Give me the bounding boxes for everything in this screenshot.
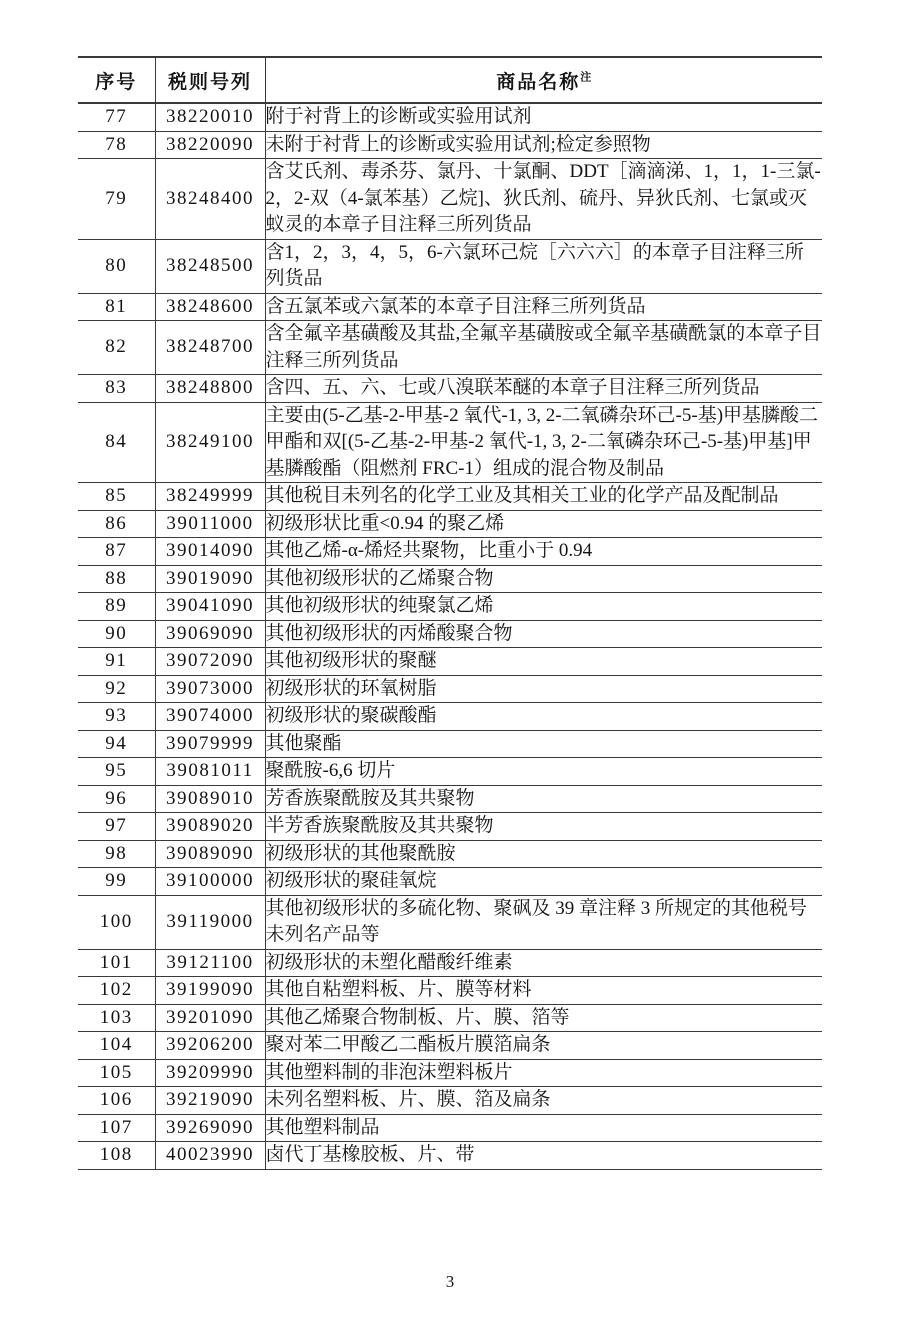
tariff-code-cell: 39201090 xyxy=(155,1004,265,1032)
product-name-cell: 半芳香族聚酰胺及其共聚物 xyxy=(265,813,822,841)
serial-cell: 90 xyxy=(78,620,155,648)
product-name-cell: 主要由(5-乙基-2-甲基-2 氧代-1, 3, 2-二氧磷杂环己-5-基)甲基膦酸二甲酯和双[(5-乙基-2-甲基-2 氧代-1, 3, 2-二氧磷杂环己-5-基)甲基]甲基膦酸酯（阻燃剂 FRC-1）组成的混合物及制品 xyxy=(265,402,822,483)
tariff-code-cell: 39069090 xyxy=(155,620,265,648)
tariff-code-cell: 39079999 xyxy=(155,730,265,758)
tariff-code-cell: 39089090 xyxy=(155,840,265,868)
table-row xyxy=(78,1142,822,1170)
product-name-cell: 其他初级形状的多硫化物、聚砜及 39 章注释 3 所规定的其他税号未列名产品等 xyxy=(265,895,822,949)
product-name-cell: 其他税目未列名的化学工业及其相关工业的化学产品及配制品 xyxy=(265,483,822,511)
table-row xyxy=(78,868,822,896)
serial-cell: 89 xyxy=(78,593,155,621)
serial-cell: 95 xyxy=(78,758,155,786)
serial-cell: 79 xyxy=(78,159,155,240)
table-row xyxy=(78,402,822,483)
product-name-cell: 初级形状的聚碳酸酯 xyxy=(265,703,822,731)
table-row xyxy=(78,840,822,868)
product-name-cell: 含艾氏剂、毒杀芬、氯丹、十氯酮、DDT［滴滴涕、1，1，1-三氯-2，2-双（4-氯苯基）乙烷]、狄氏剂、硫丹、异狄氏剂、七氯或灭蚁灵的本章子目注释三所列货品 xyxy=(265,159,822,240)
tariff-code-cell: 39089010 xyxy=(155,785,265,813)
serial-cell: 101 xyxy=(78,949,155,977)
product-name-cell: 芳香族聚酰胺及其共聚物 xyxy=(265,785,822,813)
product-name-cell: 其他乙烯-α-烯烃共聚物，比重小于 0.94 xyxy=(265,538,822,566)
product-name-cell: 初级形状的聚硅氧烷 xyxy=(265,868,822,896)
table-row xyxy=(78,1004,822,1032)
product-name-cell: 聚酰胺-6,6 切片 xyxy=(265,758,822,786)
product-name-cell: 其他自粘塑料板、片、膜等材料 xyxy=(265,977,822,1005)
product-name-cell: 其他塑料制品 xyxy=(265,1114,822,1142)
table-body xyxy=(78,103,822,1169)
table-row xyxy=(78,758,822,786)
product-name-cell: 其他初级形状的乙烯聚合物 xyxy=(265,565,822,593)
column-header-serial: 序号 xyxy=(78,57,155,103)
table-row xyxy=(78,593,822,621)
header-row xyxy=(78,57,822,103)
serial-cell: 92 xyxy=(78,675,155,703)
serial-cell: 91 xyxy=(78,648,155,676)
product-name-cell: 其他聚酯 xyxy=(265,730,822,758)
serial-cell: 80 xyxy=(78,239,155,293)
product-name-cell: 初级形状的环氧树脂 xyxy=(265,675,822,703)
product-name-cell: 初级形状的未塑化醋酸纤维素 xyxy=(265,949,822,977)
table-row xyxy=(78,538,822,566)
table-row xyxy=(78,977,822,1005)
product-name-cell: 其他初级形状的聚醚 xyxy=(265,648,822,676)
tariff-code-cell: 39014090 xyxy=(155,538,265,566)
product-name-cell: 含四、五、六、七或八溴联苯醚的本章子目注释三所列货品 xyxy=(265,375,822,403)
serial-cell: 102 xyxy=(78,977,155,1005)
product-name-cell: 含1，2，3，4，5，6-六氯环己烷［六六六］的本章子目注释三所列货品 xyxy=(265,239,822,293)
table-row xyxy=(78,483,822,511)
tariff-code-cell: 38248500 xyxy=(155,239,265,293)
table-row xyxy=(78,785,822,813)
table-header xyxy=(78,57,822,103)
product-name-cell: 其他乙烯聚合物制板、片、膜、箔等 xyxy=(265,1004,822,1032)
tariff-code-cell: 39081011 xyxy=(155,758,265,786)
table-row xyxy=(78,620,822,648)
tariff-code-cell: 39119000 xyxy=(155,895,265,949)
table-row xyxy=(78,321,822,375)
table-row xyxy=(78,375,822,403)
table-row xyxy=(78,1059,822,1087)
serial-cell: 88 xyxy=(78,565,155,593)
tariff-code-cell: 38248800 xyxy=(155,375,265,403)
serial-cell: 78 xyxy=(78,131,155,159)
tariff-code-cell: 38248600 xyxy=(155,293,265,321)
serial-cell: 103 xyxy=(78,1004,155,1032)
tariff-code-cell: 39041090 xyxy=(155,593,265,621)
table-row xyxy=(78,103,822,131)
tariff-code-cell: 38249999 xyxy=(155,483,265,511)
table-row xyxy=(78,949,822,977)
serial-cell: 100 xyxy=(78,895,155,949)
tariff-code-cell: 39074000 xyxy=(155,703,265,731)
tariff-code-cell: 39199090 xyxy=(155,977,265,1005)
serial-cell: 81 xyxy=(78,293,155,321)
serial-cell: 85 xyxy=(78,483,155,511)
column-header-tariff-code: 税则号列 xyxy=(155,57,265,103)
table-row xyxy=(78,565,822,593)
tariff-code-cell: 38249100 xyxy=(155,402,265,483)
product-name-cell: 聚对苯二甲酸乙二酯板片膜箔扁条 xyxy=(265,1032,822,1060)
tariff-code-cell: 40023990 xyxy=(155,1142,265,1170)
tariff-code-cell: 39100000 xyxy=(155,868,265,896)
serial-cell: 82 xyxy=(78,321,155,375)
document-page xyxy=(78,56,822,1170)
serial-cell: 97 xyxy=(78,813,155,841)
tariff-code-cell: 38220090 xyxy=(155,131,265,159)
page-number: 3 xyxy=(445,1272,455,1291)
table-row xyxy=(78,131,822,159)
serial-cell: 93 xyxy=(78,703,155,731)
product-name-cell: 其他塑料制的非泡沫塑料板片 xyxy=(265,1059,822,1087)
tariff-code-cell: 39269090 xyxy=(155,1114,265,1142)
serial-cell: 96 xyxy=(78,785,155,813)
serial-cell: 77 xyxy=(78,103,155,131)
product-name-cell: 未列名塑料板、片、膜、箔及扁条 xyxy=(265,1087,822,1115)
table-row xyxy=(78,293,822,321)
serial-cell: 107 xyxy=(78,1114,155,1142)
tariff-code-cell: 39019090 xyxy=(155,565,265,593)
tariff-code-cell: 38248400 xyxy=(155,159,265,240)
table-row xyxy=(78,730,822,758)
table-row xyxy=(78,648,822,676)
serial-cell: 86 xyxy=(78,510,155,538)
product-name-label: 商品名称 xyxy=(496,71,581,93)
tariff-code-cell: 39011000 xyxy=(155,510,265,538)
serial-cell: 105 xyxy=(78,1059,155,1087)
serial-cell: 83 xyxy=(78,375,155,403)
table-row xyxy=(78,703,822,731)
serial-cell: 99 xyxy=(78,868,155,896)
table-row xyxy=(78,1032,822,1060)
product-name-cell: 初级形状比重<0.94 的聚乙烯 xyxy=(265,510,822,538)
serial-cell: 84 xyxy=(78,402,155,483)
table-row xyxy=(78,813,822,841)
note-superscript: 注 xyxy=(580,71,592,84)
serial-cell: 104 xyxy=(78,1032,155,1060)
tariff-code-cell: 38220010 xyxy=(155,103,265,131)
tariff-code-cell: 39121100 xyxy=(155,949,265,977)
tariff-code-cell: 39073000 xyxy=(155,675,265,703)
table-row xyxy=(78,159,822,240)
serial-cell: 87 xyxy=(78,538,155,566)
product-name-cell: 初级形状的其他聚酰胺 xyxy=(265,840,822,868)
product-name-cell: 卤代丁基橡胶板、片、带 xyxy=(265,1142,822,1170)
table-row xyxy=(78,510,822,538)
tariff-table xyxy=(78,56,822,1170)
product-name-cell: 未附于衬背上的诊断或实验用试剂;检定参照物 xyxy=(265,131,822,159)
product-name-cell: 含五氯苯或六氯苯的本章子目注释三所列货品 xyxy=(265,293,822,321)
product-name-cell: 附于衬背上的诊断或实验用试剂 xyxy=(265,103,822,131)
product-name-cell: 含全氟辛基磺酸及其盐,全氟辛基磺胺或全氟辛基磺酰氯的本章子目注释三所列货品 xyxy=(265,321,822,375)
table-row xyxy=(78,239,822,293)
tariff-code-cell: 38248700 xyxy=(155,321,265,375)
product-name-cell: 其他初级形状的丙烯酸聚合物 xyxy=(265,620,822,648)
tariff-code-cell: 39219090 xyxy=(155,1087,265,1115)
table-row xyxy=(78,895,822,949)
product-name-cell: 其他初级形状的纯聚氯乙烯 xyxy=(265,593,822,621)
table-row xyxy=(78,1114,822,1142)
tariff-code-cell: 39089020 xyxy=(155,813,265,841)
tariff-code-cell: 39206200 xyxy=(155,1032,265,1060)
serial-cell: 98 xyxy=(78,840,155,868)
tariff-code-cell: 39072090 xyxy=(155,648,265,676)
tariff-code-cell: 39209990 xyxy=(155,1059,265,1087)
table-row xyxy=(78,1087,822,1115)
column-header-product-name xyxy=(265,57,822,103)
serial-cell: 94 xyxy=(78,730,155,758)
serial-cell: 108 xyxy=(78,1142,155,1170)
serial-cell: 106 xyxy=(78,1087,155,1115)
table-row xyxy=(78,675,822,703)
